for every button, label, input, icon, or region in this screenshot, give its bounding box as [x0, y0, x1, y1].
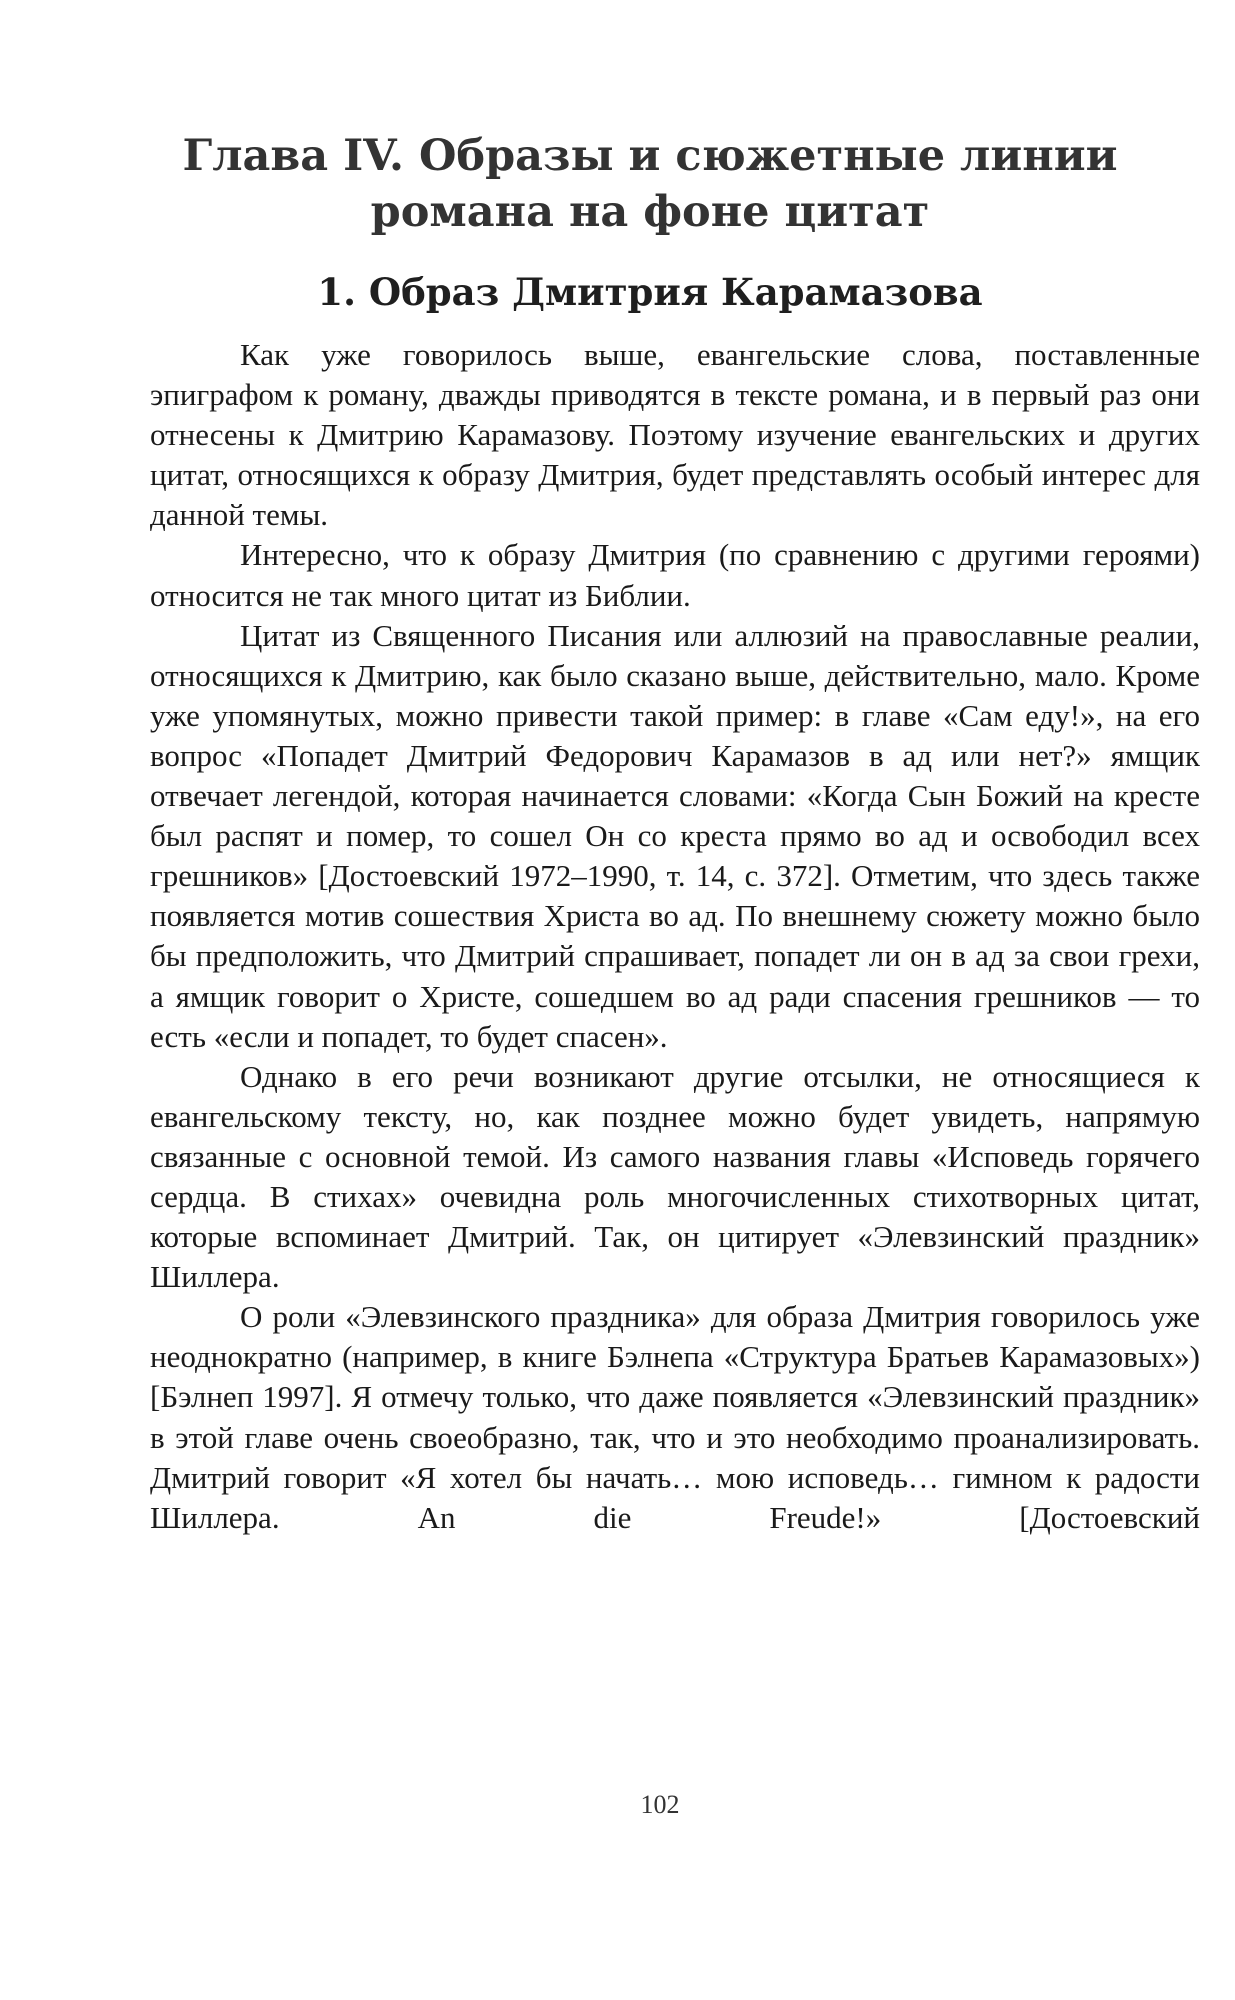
- paragraph: Как уже говорилось выше, евангельские слова, поставленные эпиграфом к роману, дважды приводятся в тексте романа, и в первый раз они отнесены к Дмитрию Карамазову. Поэтому изучение евангельских и других цитат, относящихся к образу Дмитрия, будет представлять особый интерес для данной темы.: [150, 337, 1200, 533]
- paragraph: Интересно, что к образу Дмитрия (по сравнению с другими героями) относится не так много цитат из Библии.: [150, 537, 1200, 613]
- chapter-title: [150, 128, 1150, 240]
- section-title: 1. Образ Дмитрия Карамазова: [317, 270, 983, 314]
- chapter-title-line-2: романа на фоне цитат: [370, 187, 930, 237]
- paragraph: Цитат из Священного Писания или аллюзий на православные реалии, относящихся к Дмитрию, как было сказано выше, действительно, мало. Кроме уже упомянутых, можно привести такой пример: в главе «Сам еду!», на его вопрос «Попадет Дмитрий Федорович Карамазов в ад или нет?» ямщик отвечает легендой, которая начинается словами: «Когда Сын Божий на кресте был распят и помер, то сошел Он со креста прямо во ад и освободил всех грешников» [Достоевский 1972–1990, т. 14, с. 372]. Отметим, что здесь также появляется мотив сошествия Христа во ад. По внешнему сюжету можно было бы предположить, что Дмитрий спрашивает, попадет ли он в ад за свои грехи, а ямщик говорит о Христе, сошедшем во ад ради спасения грешников — то есть «если и попадет, то будет спасен».: [150, 617, 1200, 1054]
- paragraph: Однако в его речи возникают другие отсылки, не относящиеся к евангельскому тексту, но, как позднее можно будет увидеть, напрямую связанные с основной темой. Из самого названия главы «Исповедь горячего сердца. В стихах» очевидна роль многочисленных стихотворных цитат, которые вспоминает Дмитрий. Так, он цитирует «Элевзинский праздник» Шиллера.: [150, 1058, 1200, 1295]
- body-text: [150, 335, 1200, 1538]
- page-number: 102: [640, 1790, 680, 1819]
- chapter-title-line-1: Глава IV. Образы и сюжетные линии: [182, 131, 1118, 181]
- paragraph: О роли «Элевзинского праздника» для образа Дмитрия говорилось уже неоднократно (например, в книге Бэлнепа «Структура Братьев Карамазовых») [Бэлнеп 1997]. Я отмечу только, что даже появляется «Элевзинский праздник» в этой главе очень своеобразно, так, что и это необходимо проанализировать. Дмитрий говорит «Я хотел бы начать… мою исповедь… гимном к радости Шиллера. An die Freude!» [Достоевский: [150, 1299, 1200, 1535]
